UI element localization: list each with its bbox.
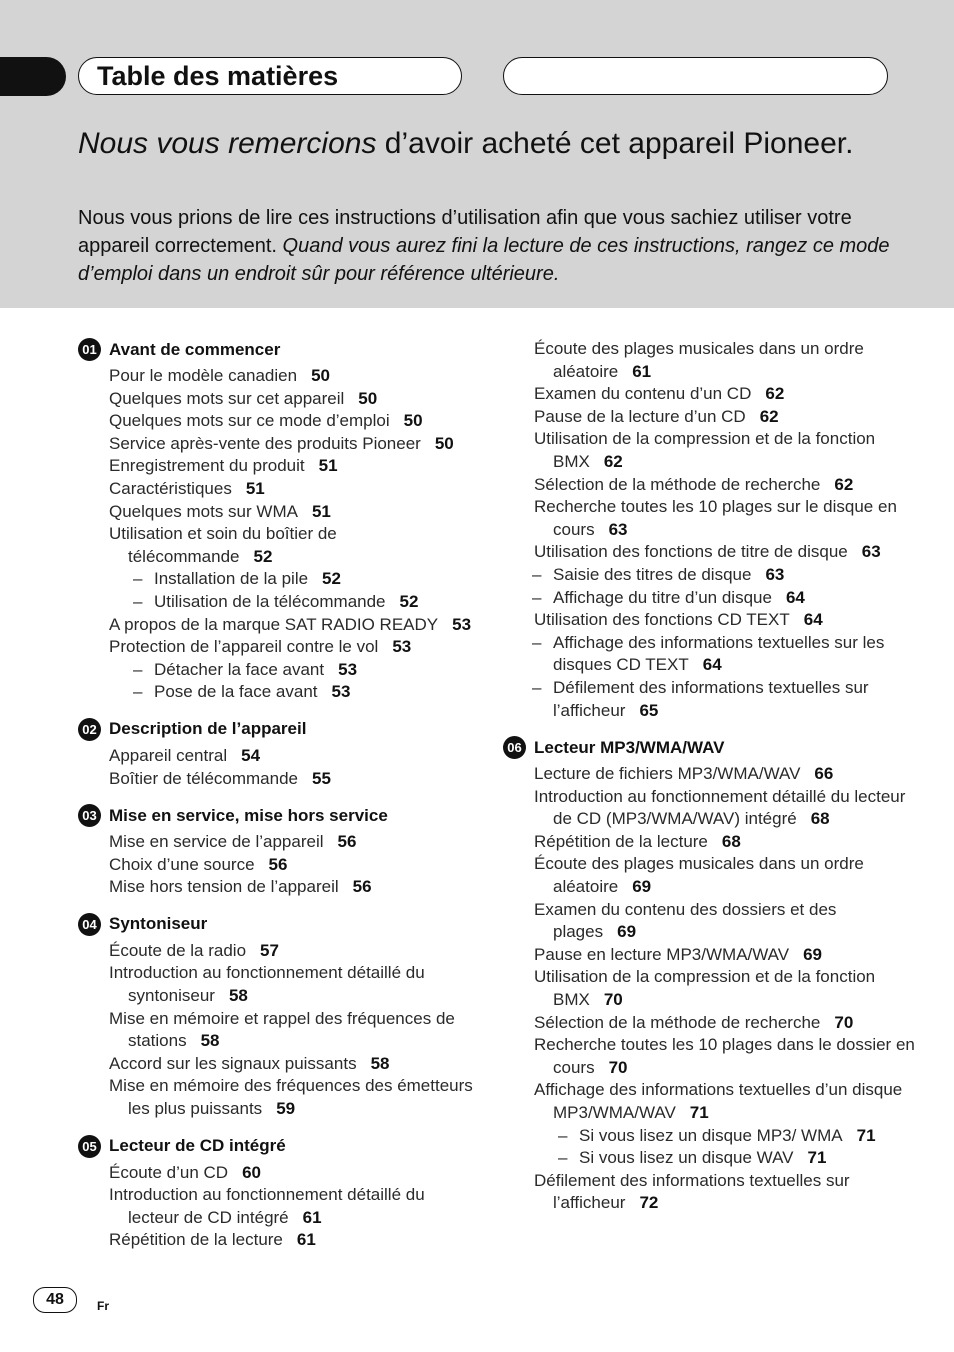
toc-page-number: 64 xyxy=(803,610,823,630)
toc-section xyxy=(503,736,923,1215)
toc-page-number: 62 xyxy=(603,451,623,471)
toc-page-number: 64 xyxy=(702,655,722,675)
toc-page-number: 65 xyxy=(639,700,659,720)
dash-bullet: – xyxy=(133,682,143,702)
toc-entry-title: Choix d’une source xyxy=(109,854,255,874)
toc-entry-title: Pause de la lecture d’un CD xyxy=(534,406,746,426)
toc-page-number: 53 xyxy=(331,682,351,702)
section-number-badge: 03 xyxy=(78,804,101,827)
toc-entry-title: Boîtier de télécommande xyxy=(109,768,298,788)
toc-page-number: 70 xyxy=(608,1057,628,1077)
toc-entry-title: Pause en lecture MP3/WMA/WAV xyxy=(534,944,790,964)
toc-subentry xyxy=(78,568,478,591)
toc-entry xyxy=(503,763,923,786)
dash-bullet: – xyxy=(532,632,542,652)
toc-entry xyxy=(503,406,923,429)
toc-subentry xyxy=(503,587,923,610)
toc-page-number: 63 xyxy=(861,542,881,562)
toc-page-number: 59 xyxy=(276,1099,296,1119)
section-title: Mise en service, mise hors service xyxy=(109,805,388,825)
toc-page-number: 70 xyxy=(834,1012,854,1032)
toc-section-heading xyxy=(78,1135,478,1158)
toc-entry-title: Quelques mots sur ce mode d’emploi xyxy=(109,411,390,431)
toc-entry xyxy=(503,428,923,473)
dash-bullet: – xyxy=(558,1148,568,1168)
toc-entry-title: Utilisation de la compression et de la fonction BMX xyxy=(534,967,876,1010)
toc-entry-title: Mise en mémoire des fréquences des émetteurs les plus puissants xyxy=(109,1076,473,1119)
section-title: Avant de commencer xyxy=(109,339,281,359)
toc-page-number: 69 xyxy=(803,944,823,964)
toc-page-number: 69 xyxy=(617,922,637,942)
toc-entry-title: Utilisation de la compression et de la fonction BMX xyxy=(534,429,876,471)
page-number: 48 xyxy=(46,1291,64,1308)
toc-page-number: 58 xyxy=(200,1031,220,1051)
intro-text xyxy=(78,204,908,288)
toc-page-number: 52 xyxy=(399,591,419,611)
toc-entry-title: Utilisation et soin du boîtier de télécommande xyxy=(109,524,337,566)
toc-entry-title: A propos de la marque SAT RADIO READY xyxy=(109,614,439,634)
toc-page-number: 52 xyxy=(322,569,341,589)
header-band xyxy=(0,0,954,308)
toc-entry xyxy=(78,1229,478,1252)
headline xyxy=(78,127,898,160)
toc-page-number: 57 xyxy=(260,940,279,960)
toc-entry xyxy=(503,1170,923,1215)
toc-page-number: 71 xyxy=(689,1103,709,1122)
toc-entry-title: Répétition de la lecture xyxy=(109,1230,283,1250)
toc-entry-title: Mise hors tension de l’appareil xyxy=(109,877,339,897)
page-number-badge xyxy=(33,1287,77,1313)
toc-entry xyxy=(503,541,923,564)
toc-column-right xyxy=(503,338,923,1229)
toc-entry xyxy=(78,768,478,791)
toc-page-number: 60 xyxy=(242,1162,261,1182)
toc-subentry xyxy=(78,659,478,682)
section-number-badge: 01 xyxy=(78,338,101,361)
toc-entry-title: Pour le modèle canadien xyxy=(109,366,298,385)
toc-entry xyxy=(78,478,478,501)
toc-section-heading xyxy=(78,913,478,936)
toc-entry xyxy=(78,501,478,524)
toc-page-number: 61 xyxy=(302,1207,322,1227)
toc-subentry xyxy=(503,632,923,677)
dash-bullet: – xyxy=(532,564,542,584)
toc-page-number: 50 xyxy=(311,366,330,385)
toc-page-number: 53 xyxy=(338,659,358,679)
toc-page-number: 61 xyxy=(632,361,652,381)
toc-entry-title: Introduction au fonctionnement détaillé du lecteur de CD (MP3/WMA/WAV) intégré xyxy=(534,786,906,829)
toc-entry xyxy=(78,410,478,433)
toc-page-number: 56 xyxy=(352,877,372,897)
toc-entry-title: Appareil central xyxy=(109,745,228,765)
toc-page-number: 63 xyxy=(765,564,785,584)
toc-entry-title: Examen du contenu des dossiers et des plages xyxy=(534,899,837,942)
toc-entry xyxy=(503,831,923,854)
toc-page-number: 50 xyxy=(358,388,378,408)
dash-bullet: – xyxy=(133,659,143,679)
toc-entry-title: Écoute des plages musicales dans un ordre aléatoire xyxy=(534,854,864,897)
toc-entry-title: Service après-vente des produits Pioneer xyxy=(109,433,421,453)
toc-page-number: 70 xyxy=(603,990,623,1010)
toc-entry xyxy=(503,1012,923,1035)
toc-entry-title: Affichage du titre d’un disque xyxy=(553,587,772,607)
toc-entry-title: Sélection de la méthode de recherche xyxy=(534,1012,821,1032)
toc-entry xyxy=(78,636,478,659)
toc-subentry xyxy=(78,591,478,614)
toc-entry xyxy=(78,455,478,478)
toc-entry xyxy=(78,433,478,456)
toc-entry-title: Écoute de la radio xyxy=(109,940,247,960)
toc-entry-title: Accord sur les signaux puissants xyxy=(109,1053,357,1073)
toc-entry xyxy=(503,383,923,406)
toc-entry-title: Enregistrement du produit xyxy=(109,456,305,476)
dash-bullet: – xyxy=(558,1125,568,1145)
toc-page-number: 69 xyxy=(632,877,652,897)
toc-page-number: 51 xyxy=(245,478,265,498)
toc-entry-title: Quelques mots sur cet appareil xyxy=(109,388,345,408)
toc-entry-title: Si vous lisez un disque WAV xyxy=(579,1148,794,1168)
title-pill xyxy=(78,57,462,95)
language-code: Fr xyxy=(97,1299,109,1313)
toc-entry xyxy=(78,1162,478,1185)
dash-bullet: – xyxy=(532,587,542,607)
toc-entry-title: Examen du contenu d’un CD xyxy=(534,384,752,404)
toc-page-number: 51 xyxy=(311,501,331,521)
toc-entry-title: Quelques mots sur WMA xyxy=(109,501,298,521)
headline-rest: d’avoir acheté cet appareil Pioneer. xyxy=(376,127,854,160)
toc-page-number: 61 xyxy=(296,1230,316,1250)
toc-entry-title: Répétition de la lecture xyxy=(534,831,708,851)
toc-entry xyxy=(503,609,923,632)
toc-entry-title: Recherche toutes les 10 plages sur le disque en cours xyxy=(534,497,897,539)
toc-page-number: 64 xyxy=(785,587,805,607)
toc-section xyxy=(78,913,478,1121)
toc-entry-title: Utilisation de la télécommande xyxy=(154,591,386,611)
dash-bullet: – xyxy=(133,591,143,611)
toc-entry xyxy=(503,496,923,541)
toc-entry xyxy=(503,474,923,497)
toc-section-heading xyxy=(78,804,478,827)
toc-section xyxy=(78,718,478,790)
dash-bullet: – xyxy=(532,677,542,697)
toc-column-left xyxy=(78,338,478,1266)
toc-page-number: 66 xyxy=(814,764,834,784)
toc-entry-title: Mise en mémoire et rappel des fréquences de stations xyxy=(109,1008,455,1051)
empty-header-pill xyxy=(503,57,888,95)
toc-entry xyxy=(78,523,478,568)
toc-page-number: 58 xyxy=(370,1053,390,1073)
toc-entry-title: Utilisation des fonctions de titre de disque xyxy=(534,542,848,562)
toc-page-number: 50 xyxy=(403,411,423,431)
intro-regular: Nous vous prions de lire ces instructions d’utilisation afin que vous sachiez utiliser votre appareil correctement. xyxy=(78,207,852,257)
toc-section-heading xyxy=(78,718,478,741)
toc-entry xyxy=(503,853,923,898)
toc-page-number: 52 xyxy=(253,546,273,566)
toc-section-heading xyxy=(503,736,923,759)
toc-entry-title: Introduction au fonctionnement détaillé du syntoniseur xyxy=(109,963,425,1006)
toc-entry-title: Protection de l’appareil contre le vol xyxy=(109,637,379,657)
toc-entry-title: Lecture de fichiers MP3/WMA/WAV xyxy=(534,764,801,784)
toc-page-number: 71 xyxy=(807,1148,827,1168)
toc-page-number: 71 xyxy=(856,1125,876,1145)
toc-page-number: 51 xyxy=(318,456,338,476)
toc-subentry xyxy=(503,1125,923,1148)
toc-page-number: 53 xyxy=(392,637,412,657)
toc-page-number: 62 xyxy=(759,406,779,426)
toc-entry-title: Affichage des informations textuelles d’un disque MP3/WMA/WAV xyxy=(534,1080,903,1122)
toc-subentry xyxy=(503,677,923,722)
toc-entry-title: Introduction au fonctionnement détaillé du lecteur de CD intégré xyxy=(109,1185,425,1227)
toc-entry xyxy=(78,614,478,637)
toc-entry xyxy=(503,1034,923,1079)
dash-bullet: – xyxy=(133,569,143,589)
toc-entry-title: Caractéristiques xyxy=(109,478,232,498)
toc-entry xyxy=(78,1008,478,1053)
toc-page-number: 72 xyxy=(639,1193,659,1213)
headline-italic: Nous vous remercions xyxy=(78,127,377,160)
toc-entry-title: Mise en service de l’appareil xyxy=(109,832,324,852)
section-number-badge: 02 xyxy=(78,718,101,741)
toc-page-number: 62 xyxy=(765,384,785,404)
toc-entry-title: Détacher la face avant xyxy=(154,659,325,679)
toc-entry-title: Écoute des plages musicales dans un ordre aléatoire xyxy=(534,339,864,381)
section-title: Syntoniseur xyxy=(109,914,208,934)
toc-entry-title: Utilisation des fonctions CD TEXT xyxy=(534,610,790,630)
toc-entry-title: Saisie des titres de disque xyxy=(553,564,752,584)
toc-entry xyxy=(503,786,923,831)
toc-entry-title: Pose de la face avant xyxy=(154,682,318,702)
toc-entry-title: Défilement des informations textuelles sur l’afficheur xyxy=(534,1170,850,1213)
toc-page-number: 54 xyxy=(241,745,261,765)
section-title: Lecteur MP3/WMA/WAV xyxy=(534,737,725,757)
page-title: Table des matières xyxy=(97,61,339,91)
toc-entry xyxy=(78,940,478,963)
toc-page-number: 62 xyxy=(834,474,854,494)
toc-entry-title: Écoute d’un CD xyxy=(109,1162,229,1182)
toc-subentry xyxy=(503,564,923,587)
toc-entry xyxy=(78,1075,478,1120)
section-number-badge: 06 xyxy=(503,736,526,759)
section-number-badge: 05 xyxy=(78,1135,101,1158)
toc-entry xyxy=(503,899,923,944)
section-title: Lecteur de CD intégré xyxy=(109,1136,286,1156)
toc-entry xyxy=(78,1184,478,1229)
toc-entry xyxy=(78,831,478,854)
toc-section xyxy=(78,338,478,704)
toc-entry-title: Affichage des informations textuelles sur les disques CD TEXT xyxy=(553,632,885,675)
toc-page-number: 58 xyxy=(228,986,248,1006)
toc-entry xyxy=(78,962,478,1007)
toc-entry-title: Défilement des informations textuelles sur l’afficheur xyxy=(553,677,869,720)
toc-entry xyxy=(503,338,923,383)
toc-entry xyxy=(503,944,923,967)
toc-subentry xyxy=(78,681,478,704)
toc-entry-title: Sélection de la méthode de recherche xyxy=(534,474,821,494)
toc-page-number: 68 xyxy=(810,809,830,829)
toc-page-number: 53 xyxy=(452,614,472,634)
toc-entry xyxy=(78,745,478,768)
section-title: Description de l’appareil xyxy=(109,719,307,739)
intro-italic: Quand vous aurez fini la lecture de ces instructions, rangez ce mode d’emploi dans un endroit sûr pour référence ultérieure. xyxy=(78,235,890,285)
toc-section xyxy=(78,804,478,899)
toc-subentry xyxy=(503,1147,923,1170)
toc-entry xyxy=(78,388,478,411)
toc-entry-title: Installation de la pile xyxy=(154,569,309,589)
toc-entry xyxy=(503,966,923,1011)
toc-entry xyxy=(78,1053,478,1076)
toc-section xyxy=(78,1135,478,1252)
toc-entry xyxy=(78,365,478,388)
toc-entry xyxy=(503,1079,923,1124)
toc-entry xyxy=(78,854,478,877)
toc-entry xyxy=(78,876,478,899)
toc-entry-title: Si vous lisez un disque MP3/ WMA xyxy=(579,1125,843,1145)
section-number-badge: 04 xyxy=(78,913,101,936)
toc-continuation xyxy=(503,338,923,722)
toc-section-heading xyxy=(78,338,478,361)
toc-page-number: 56 xyxy=(337,832,357,852)
section-tab-marker xyxy=(0,57,66,96)
toc-page-number: 68 xyxy=(721,831,741,851)
toc-page-number: 56 xyxy=(268,854,288,874)
toc-page-number: 55 xyxy=(312,768,331,788)
toc-entry-title: Recherche toutes les 10 plages dans le dossier en cours xyxy=(534,1035,915,1077)
toc-page-number: 63 xyxy=(608,519,628,539)
toc-page-number: 50 xyxy=(434,433,454,453)
